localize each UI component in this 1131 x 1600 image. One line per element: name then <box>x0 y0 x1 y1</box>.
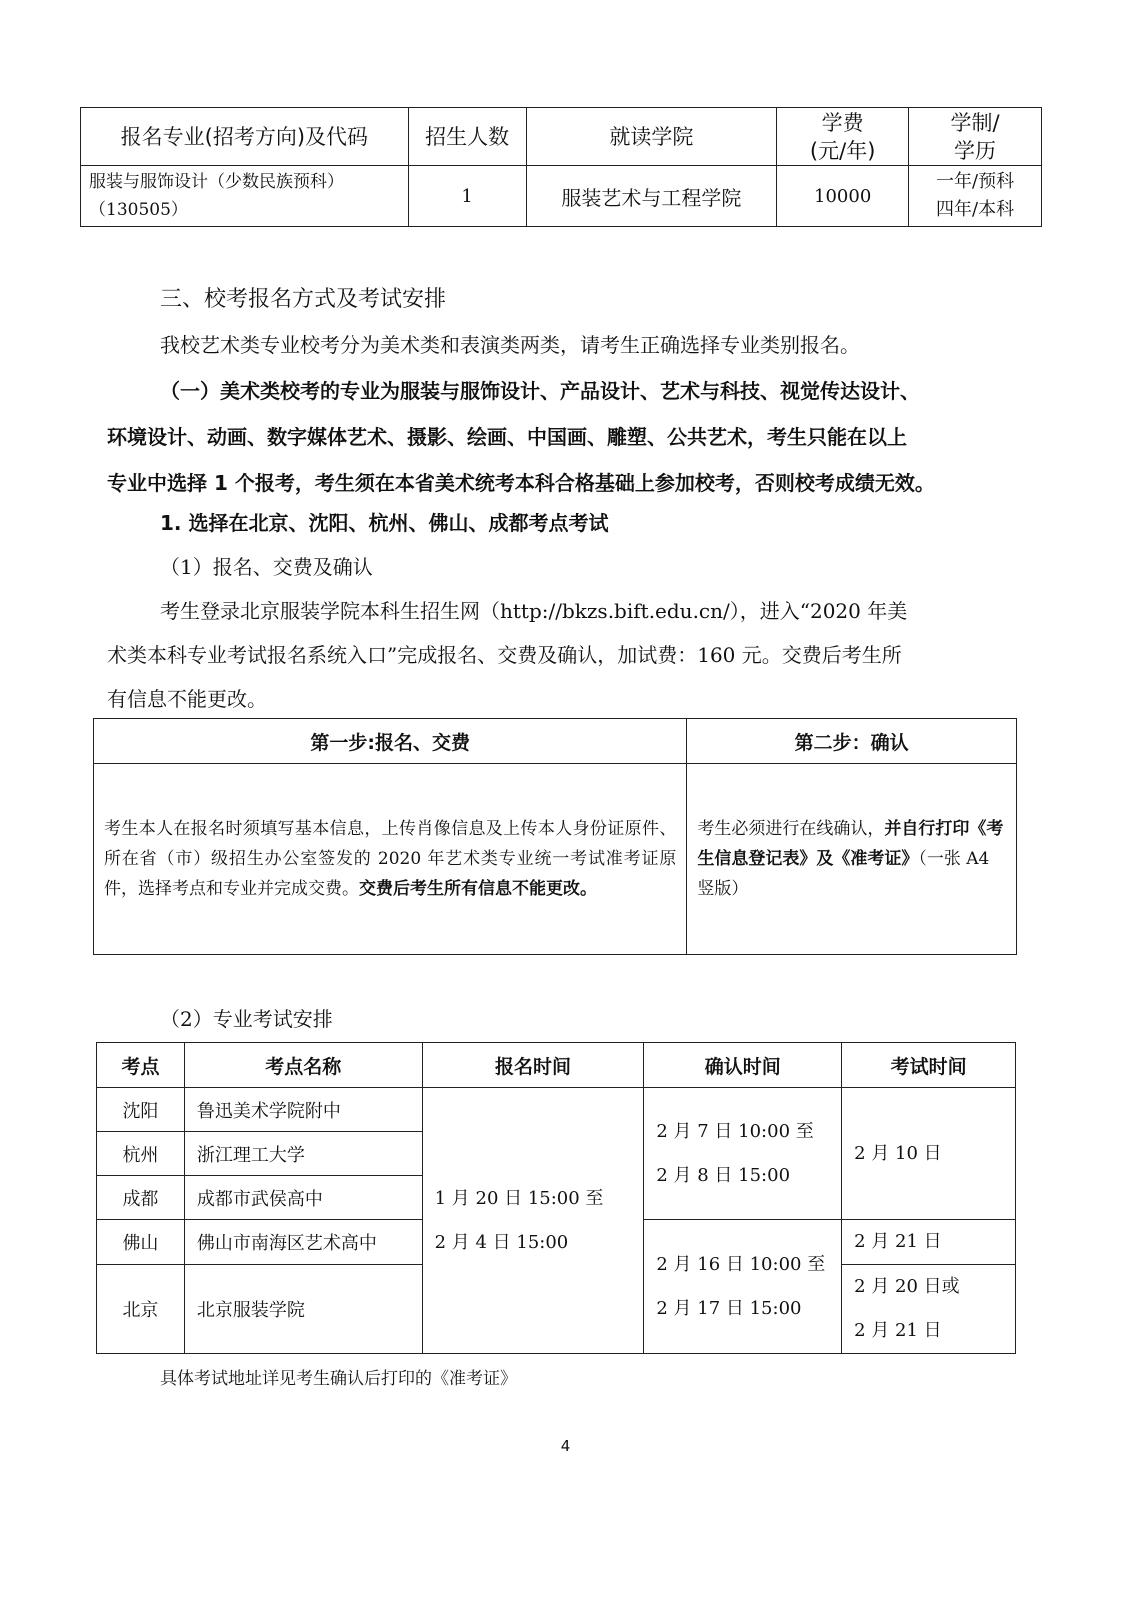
header-duration <box>909 108 1042 166</box>
reg-para-line1: 考生登录北京服装学院本科生招生网（http://bkzs.bift.edu.cn/），进入“2020 年美 <box>160 599 908 623</box>
confirm-b-line2: 2 月 17 日 15:00 <box>656 1297 802 1319</box>
exam-time-cell-a: 2 月 10 日 <box>842 1088 1016 1220</box>
confirm-b-line1: 2 月 16 日 10:00 至 <box>656 1253 826 1275</box>
step2-bold-text: 并自行打印《考生信息登记表》及《准考证》 <box>697 819 1004 869</box>
step1-text: 考生本人在报名时须填写基本信息，上传肖像信息及上传本人身份证原件、所在省（市）级招生办公室签发的 2020 年艺术类专业统一考试准考证原件，选择考点和专业并完成交费。 <box>104 819 677 899</box>
steps-body-row <box>94 764 1017 955</box>
page-number: 4 <box>560 1437 571 1455</box>
schedule-header-name: 考点名称 <box>184 1043 422 1088</box>
confirm-a-line1: 2 月 7 日 10:00 至 <box>656 1120 814 1142</box>
schedule-header-city: 考点 <box>97 1043 185 1088</box>
header-fee-line1: 学费 <box>821 110 864 135</box>
header-duration-line1: 学制/ <box>950 110 1000 135</box>
exam-time-foshan: 2 月 21 日 <box>842 1220 1016 1265</box>
major-line2: （130505） <box>89 200 188 220</box>
cell-fee: 10000 <box>777 166 909 227</box>
step1-header: 第一步:报名、交费 <box>94 719 687 764</box>
header-fee <box>777 108 909 166</box>
cell-school: 服装艺术与工程学院 <box>526 166 777 227</box>
enrollment-row <box>81 166 1042 227</box>
enrollment-header-row <box>81 108 1042 166</box>
header-fee-line2: (元/年) <box>809 138 876 163</box>
steps-table <box>93 718 1017 955</box>
step2-tail-text: （一张 A4 竖版） <box>697 849 990 899</box>
venue-cell: 鲁迅美术学院附中 <box>184 1088 422 1132</box>
venue-cell: 佛山市南海区艺术高中 <box>184 1220 422 1265</box>
steps-header-row <box>94 719 1017 764</box>
reg-para-line2: 术类本科专业考试报名系统入口”完成报名、交费及确认，加试费：160 元。交费后考生所 <box>107 643 902 667</box>
table-row <box>97 1088 1016 1132</box>
confirm-a-line2: 2 月 8 日 15:00 <box>656 1164 791 1186</box>
step2-cell <box>687 764 1017 955</box>
intro-paragraph: 我校艺术类专业校考分为美术类和表演类两类，请考生正确选择专业类别报名。 <box>160 333 860 357</box>
enrollment-table <box>80 107 1042 227</box>
item-1: （1）报名、交费及确认 <box>160 555 373 579</box>
confirm-time-cell-b <box>644 1220 842 1354</box>
item-2: （2）专业考试安排 <box>160 1007 333 1031</box>
art-para-line3: 专业中选择 1 个报考，考生须在本省美术统考本科合格基础上参加校考，否则校考成绩无效。 <box>107 471 935 495</box>
schedule-header-reg: 报名时间 <box>422 1043 644 1088</box>
venue-cell: 北京服装学院 <box>184 1265 422 1354</box>
schedule-header-exam: 考试时间 <box>842 1043 1016 1088</box>
city-cell: 杭州 <box>97 1132 185 1176</box>
venue-cell: 浙江理工大学 <box>184 1132 422 1176</box>
address-note: 具体考试地址详见考生确认后打印的《准考证》 <box>160 1369 517 1389</box>
schedule-table <box>96 1042 1016 1354</box>
duration-line1: 一年/预科 <box>936 171 1015 192</box>
step2-header: 第二步：确认 <box>687 719 1017 764</box>
duration-line2: 四年/本科 <box>936 199 1015 220</box>
schedule-header-confirm: 确认时间 <box>644 1043 842 1088</box>
cell-duration <box>909 166 1042 227</box>
art-para-line2: 环境设计、动画、数字媒体艺术、摄影、绘画、中国画、雕塑、公共艺术，考生只能在以上 <box>107 425 907 449</box>
reg-time-cell <box>422 1088 644 1354</box>
city-cell: 成都 <box>97 1176 185 1220</box>
step1-cell <box>94 764 687 955</box>
header-duration-line2: 学历 <box>954 138 997 163</box>
art-para-line1: （一）美术类校考的专业为服装与服饰设计、产品设计、艺术与科技、视觉传达设计、 <box>160 379 920 403</box>
step2-text: 考生必须进行在线确认， <box>697 819 885 839</box>
cell-major <box>81 166 409 227</box>
city-cell: 沈阳 <box>97 1088 185 1132</box>
reg-time-line2: 2 月 4 日 15:00 <box>434 1231 569 1253</box>
header-count: 招生人数 <box>408 108 526 166</box>
city-cell: 北京 <box>97 1265 185 1354</box>
schedule-header-row <box>97 1043 1016 1088</box>
major-line1: 服装与服饰设计（少数民族预科） <box>89 172 344 192</box>
header-major: 报名专业(招考方向)及代码 <box>81 108 409 166</box>
exam-time-beijing <box>842 1265 1016 1354</box>
cell-count: 1 <box>408 166 526 227</box>
reg-time-line1: 1 月 20 日 15:00 至 <box>434 1187 604 1209</box>
exam-beijing-line2: 2 月 21 日 <box>854 1320 942 1341</box>
exam-beijing-line1: 2 月 20 日或 <box>854 1276 960 1297</box>
confirm-time-cell-a <box>644 1088 842 1220</box>
reg-para-line3: 有信息不能更改。 <box>107 687 267 711</box>
city-cell: 佛山 <box>97 1220 185 1265</box>
subsection-1: 1. 选择在北京、沈阳、杭州、佛山、成都考点考试 <box>160 511 609 535</box>
venue-cell: 成都市武侯高中 <box>184 1176 422 1220</box>
step1-bold-text: 交费后考生所有信息不能更改。 <box>359 879 597 899</box>
header-school: 就读学院 <box>526 108 777 166</box>
section-title: 三、校考报名方式及考试安排 <box>160 287 447 312</box>
